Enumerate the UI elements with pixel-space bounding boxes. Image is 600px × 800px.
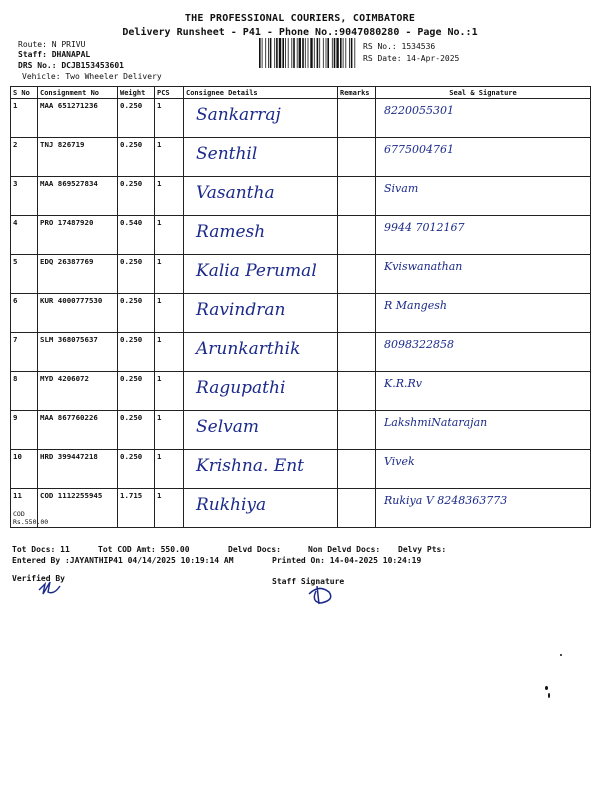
cell-consignment-no: TNJ 826719 — [38, 138, 118, 177]
cell-pcs: 1 — [155, 216, 184, 255]
delivered-docs: Delvd Docs: — [228, 545, 281, 554]
cell-consignee — [184, 450, 338, 489]
cell-seal-signature — [376, 489, 591, 528]
receiver-signature: 9944 7012167 — [384, 221, 465, 234]
drs-text: DRS No.: DCJB153453601 — [18, 61, 124, 70]
cell-weight: 0.250 — [118, 177, 155, 216]
cell-consignee — [184, 411, 338, 450]
table-row — [11, 294, 591, 333]
non-delivered-docs: Non Delvd Docs: — [308, 545, 381, 554]
cell-consignee — [184, 255, 338, 294]
table-row — [11, 450, 591, 489]
cell-sno: 7 — [11, 333, 38, 372]
col-header-pcs: PCS — [155, 87, 184, 99]
cell-weight: 0.250 — [118, 294, 155, 333]
tot-docs: Tot Docs: 11 — [12, 545, 70, 554]
consignee-handwritten-name: Rukhiya — [196, 495, 267, 515]
cell-sno: 6 — [11, 294, 38, 333]
cell-consignment-no: COD 1112255945 — [38, 489, 118, 528]
cell-consignment-no: MAA 651271236 — [38, 99, 118, 138]
table-row — [11, 99, 591, 138]
cell-remarks — [338, 450, 376, 489]
col-header-remarks: Remarks — [338, 87, 376, 99]
cell-remarks — [338, 255, 376, 294]
consignee-handwritten-name: Sankarraj — [196, 105, 281, 125]
printed-on: Printed On: 14-04-2025 10:24:19 — [272, 556, 422, 565]
cell-sno: 11 COD Rs.550.00 — [11, 489, 38, 528]
cell-seal-signature — [376, 294, 591, 333]
receiver-signature: Sivam — [384, 182, 419, 195]
consignee-handwritten-name: Senthil — [196, 144, 258, 164]
cell-pcs: 1 — [155, 450, 184, 489]
barcode-image — [258, 38, 358, 68]
cell-sno: 9 — [11, 411, 38, 450]
table-row — [11, 333, 591, 372]
cell-consignment-no: EDQ 26387769 — [38, 255, 118, 294]
cell-consignee — [184, 294, 338, 333]
cell-weight: 0.250 — [118, 411, 155, 450]
cell-sno: 5 — [11, 255, 38, 294]
cell-pcs: 1 — [155, 177, 184, 216]
cell-consignment-no: SLM 368075637 — [38, 333, 118, 372]
cell-weight: 1.715 — [118, 489, 155, 528]
cell-pcs: 1 — [155, 333, 184, 372]
cell-consignment-no: HRD 399447218 — [38, 450, 118, 489]
cell-remarks — [338, 294, 376, 333]
cell-remarks — [338, 372, 376, 411]
cell-pcs: 1 — [155, 294, 184, 333]
cell-pcs: 1 — [155, 255, 184, 294]
consignee-handwritten-name: Vasantha — [196, 183, 275, 203]
cell-remarks — [338, 333, 376, 372]
runsheet-subtitle: Delivery Runsheet - P41 - Phone No.:9047080280 - Page No.:1 — [122, 27, 478, 38]
cell-remarks — [338, 216, 376, 255]
scan-speck — [548, 693, 550, 698]
consignee-handwritten-name: Selvam — [196, 417, 260, 437]
cell-consignment-no: MAA 867760226 — [38, 411, 118, 450]
company-title: THE PROFESSIONAL COURIERS, COIMBATORE — [184, 13, 416, 24]
cell-seal-signature — [376, 333, 591, 372]
cell-consignee — [184, 177, 338, 216]
consignee-handwritten-name: Ramesh — [196, 222, 266, 242]
cell-consignee — [184, 372, 338, 411]
col-header-seal: Seal & Signature — [376, 87, 591, 99]
cell-weight: 0.250 — [118, 333, 155, 372]
table-row — [11, 255, 591, 294]
rs-date-text: RS Date: 14-Apr-2025 — [363, 54, 460, 63]
cell-remarks — [338, 138, 376, 177]
delivery-points: Delvy Pts: — [398, 545, 447, 554]
consignee-handwritten-name: Ravindran — [196, 300, 286, 320]
cell-pcs: 1 — [155, 99, 184, 138]
scan-speck — [545, 686, 548, 690]
cell-sno: 2 — [11, 138, 38, 177]
table-row — [11, 177, 591, 216]
cell-sno: 10 — [11, 450, 38, 489]
col-header-consignment: Consignment No — [38, 87, 118, 99]
table-row — [11, 411, 591, 450]
cell-seal-signature — [376, 411, 591, 450]
cell-remarks — [338, 177, 376, 216]
table-header-row — [11, 87, 591, 99]
cell-consignee — [184, 99, 338, 138]
cell-consignee — [184, 489, 338, 528]
scan-speck — [560, 654, 562, 656]
cell-consignment-no: PRO 17487920 — [38, 216, 118, 255]
receiver-signature: K.R.Rv — [384, 377, 422, 390]
cell-consignment-no: KUR 4000777530 — [38, 294, 118, 333]
receiver-signature: 8098322858 — [384, 338, 454, 351]
cell-sno: 3 — [11, 177, 38, 216]
cell-consignment-no: MAA 869527834 — [38, 177, 118, 216]
col-header-sno: S No — [11, 87, 38, 99]
cell-weight: 0.250 — [118, 450, 155, 489]
consignee-handwritten-name: Krishna. Ent — [196, 456, 305, 476]
cell-consignee — [184, 333, 338, 372]
cell-weight: 0.250 — [118, 255, 155, 294]
cell-seal-signature — [376, 216, 591, 255]
cod-amount-note: COD Rs.550.00 — [13, 510, 49, 526]
consignee-handwritten-name: Kalia Perumal — [196, 261, 317, 281]
consignee-handwritten-name: Arunkarthik — [196, 339, 301, 359]
cell-pcs: 1 — [155, 489, 184, 528]
col-header-consignee: Consignee Details — [184, 87, 338, 99]
receiver-signature: Kviswanathan — [384, 260, 463, 273]
cell-consignee — [184, 138, 338, 177]
cell-sno: 1 — [11, 99, 38, 138]
consignee-handwritten-name: Ragupathi — [196, 378, 286, 398]
cell-weight: 0.540 — [118, 216, 155, 255]
table-row — [11, 138, 591, 177]
receiver-signature: Rukiya V 8248363773 — [384, 494, 508, 507]
cell-consignment-no: MYD 4206072 — [38, 372, 118, 411]
route-text: Route: N PRIVU — [18, 40, 86, 49]
runsheet-table — [10, 86, 591, 528]
cell-pcs: 1 — [155, 372, 184, 411]
cell-remarks — [338, 99, 376, 138]
cell-weight: 0.250 — [118, 372, 155, 411]
table-row — [11, 489, 591, 528]
verifier-signature-image — [36, 576, 62, 598]
cell-seal-signature — [376, 99, 591, 138]
rs-no-text: RS No.: 1534536 — [363, 42, 436, 51]
cell-remarks — [338, 411, 376, 450]
cell-weight: 0.250 — [118, 138, 155, 177]
entered-by: Entered By :JAYANTHIP41 04/14/2025 10:19:14 AM — [12, 556, 234, 565]
cell-sno: 4 — [11, 216, 38, 255]
col-header-weight: Weight — [118, 87, 155, 99]
tot-cod-amount: Tot COD Amt: 550.00 — [98, 545, 190, 554]
receiver-signature: 8220055301 — [384, 104, 454, 117]
cell-seal-signature — [376, 138, 591, 177]
cell-sno: 8 — [11, 372, 38, 411]
staff-signature-image — [305, 582, 339, 606]
cell-remarks — [338, 489, 376, 528]
receiver-signature: R Mangesh — [384, 299, 447, 312]
cell-weight: 0.250 — [118, 99, 155, 138]
cell-seal-signature — [376, 255, 591, 294]
cell-pcs: 1 — [155, 138, 184, 177]
staff-text: Staff: DHANAPAL — [18, 50, 91, 59]
table-row — [11, 372, 591, 411]
cell-pcs: 1 — [155, 411, 184, 450]
receiver-signature: Vivek — [384, 455, 415, 468]
cell-seal-signature — [376, 450, 591, 489]
cell-seal-signature — [376, 372, 591, 411]
table-row — [11, 216, 591, 255]
cell-seal-signature — [376, 177, 591, 216]
cell-consignee — [184, 216, 338, 255]
staff-signature-label: Staff Signature — [272, 577, 345, 586]
verified-by-label: Verified By — [12, 574, 65, 583]
receiver-signature: LakshmiNatarajan — [384, 416, 488, 429]
vehicle-text: Vehicle: Two Wheeler Delivery — [22, 72, 162, 81]
receiver-signature: 6775004761 — [384, 143, 454, 156]
